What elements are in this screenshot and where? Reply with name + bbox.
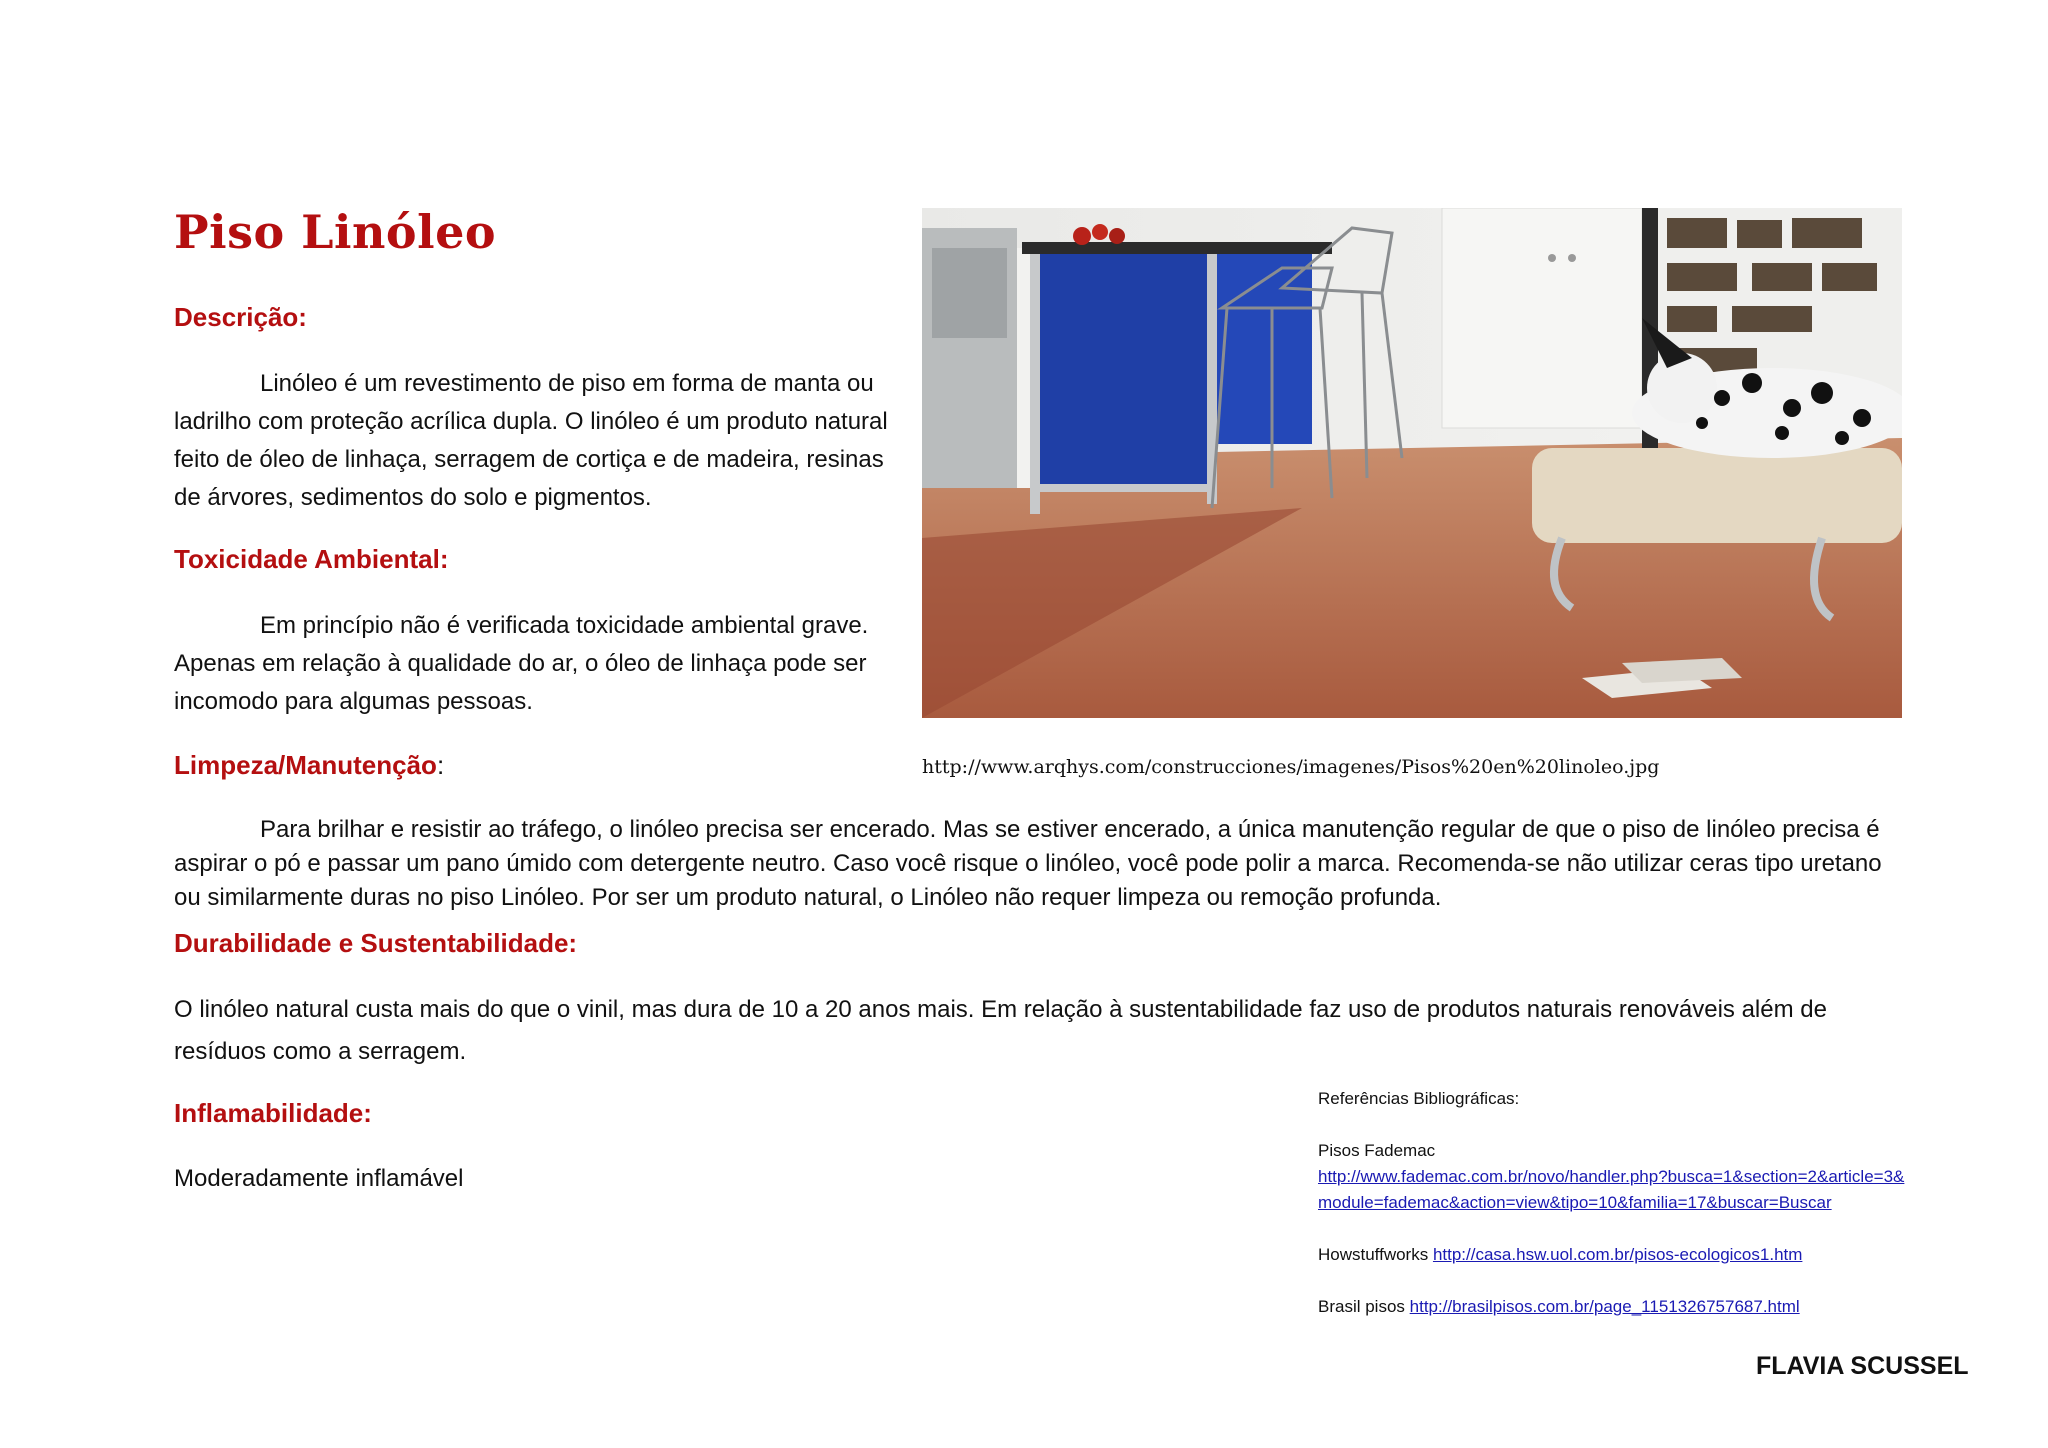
limpeza-text: Para brilhar e resistir ao tráfego, o linóleo precisa ser encerado. Mas se estiver encerado, a única manutenção regular de que o piso de linóleo precisa é aspirar o pó e passar um pano úmido com detergente neutro. Caso você risque o linóleo, você pode polir a marca. Recomenda-se não utilizar ceras tipo uretano ou similarmente duras no piso Linóleo. Por ser um produto natural, o Linóleo não requer limpeza ou remoção profunda.	[174, 816, 1882, 911]
reference-link[interactable]: http://brasilpisos.com.br/page_1151326757687.html	[1409, 1297, 1800, 1316]
limpeza-heading	[174, 750, 444, 781]
references-heading: Referências Bibliográficas:	[1318, 1089, 1520, 1108]
toxicidade-text: Em princípio não é verificada toxicidade ambiental grave. Apenas em relação à qualidade do ar, o óleo de linhaça pode ser incomodo para algumas pessoas.	[174, 612, 869, 715]
limpeza-heading-colon: :	[436, 750, 445, 780]
toxicidade-heading: Toxicidade Ambiental:	[174, 544, 449, 574]
reference-link[interactable]: http://www.fademac.com.br/novo/handler.php?busca=1&section=2&article=3&	[1318, 1167, 1905, 1186]
inflamabilidade-heading: Inflamabilidade:	[174, 1098, 372, 1128]
image-source-caption: http://www.arqhys.com/construcciones/imagenes/Pisos%20en%20linoleo.jpg	[922, 756, 1660, 778]
reference-link[interactable]: http://casa.hsw.uol.com.br/pisos-ecologicos1.htm	[1432, 1245, 1803, 1264]
limpeza-heading-text: Limpeza/Manutenção	[174, 750, 437, 780]
author-name: FLAVIA SCUSSEL	[1756, 1352, 1969, 1380]
inflamabilidade-text: Moderadamente inflamável	[174, 1165, 464, 1192]
page-title: Piso Linóleo	[174, 205, 497, 259]
kitchen-linoleum-photo	[922, 208, 1902, 718]
reference-name: Brasil pisos	[1318, 1297, 1405, 1316]
descricao-text: Linóleo é um revestimento de piso em forma de manta ou ladrilho com proteção acrílica dupla. O linóleo é um produto natural feito de óleo de linhaça, serragem de cortiça e de madeira, resinas de árvores, sedimentos do solo e pigmentos.	[174, 370, 888, 511]
reference-name: Pisos Fademac	[1318, 1141, 1436, 1160]
durabilidade-text: O linóleo natural custa mais do que o vinil, mas dura de 10 a 20 anos mais. Em relação à sustentabilidade faz uso de produtos naturais renováveis além de resíduos como a serragem.	[174, 996, 1827, 1065]
references	[1318, 1086, 2018, 1320]
reference-link[interactable]: module=fademac&action=view&tipo=10&familia=17&buscar=Buscar	[1318, 1193, 1832, 1212]
descricao-heading: Descrição:	[174, 302, 307, 332]
durabilidade-heading: Durabilidade e Sustentabilidade:	[174, 928, 578, 958]
reference-name: Howstuffworks	[1318, 1245, 1429, 1264]
